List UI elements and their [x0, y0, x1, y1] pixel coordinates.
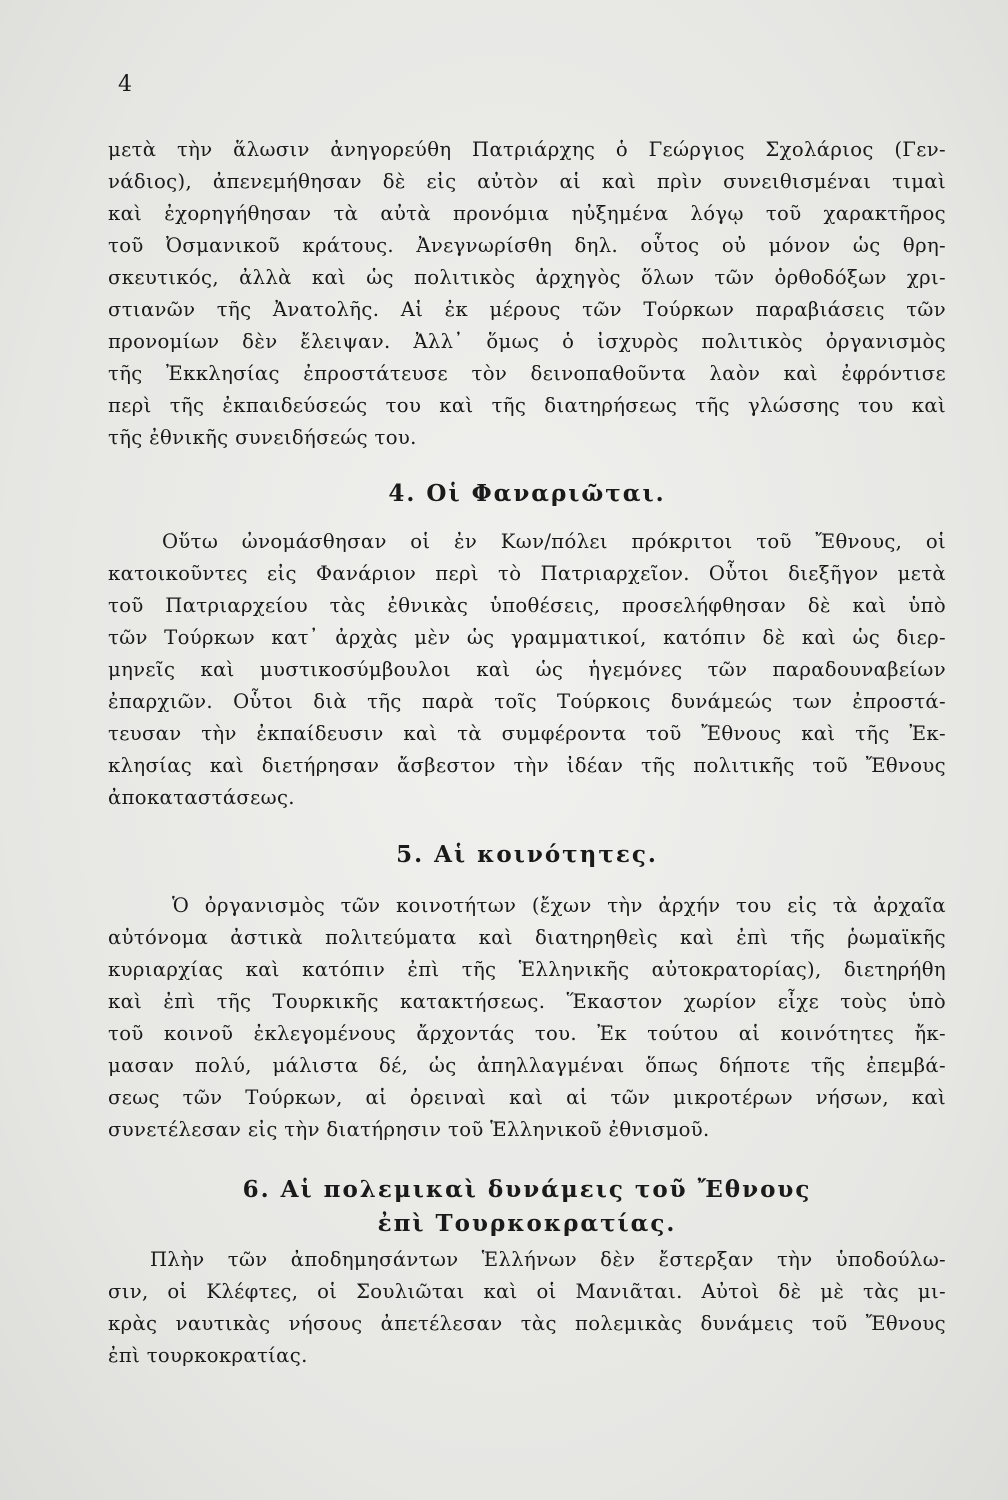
text-line: κυριαρχίας καὶ κατόπιν ἐπὶ τῆς Ἑλληνικῆς αὐτοκρατορίας), διετηρήθη — [108, 958, 946, 981]
text-line: σεως τῶν Τούρκων, αἱ ὀρειναὶ καὶ αἱ τῶν μικροτέρων νήσων, καὶ — [108, 1086, 946, 1109]
text-line: αὐτόνομα ἀστικὰ πολιτεύματα καὶ διατηρηθεὶς καὶ ἐπὶ τῆς ῥωμαϊκῆς — [108, 926, 946, 949]
text-line: τῆς ἐθνικῆς συνειδήσεώς του. — [108, 426, 417, 449]
page-number: 4 — [118, 72, 132, 97]
text-line: τοῦ κοινοῦ ἐκλεγομένους ἄρχοντάς του. Ἐκ τούτου αἱ κοινότητες ἤκ- — [108, 1022, 946, 1045]
text-line: καὶ ἐχορηγήθησαν τὰ αὐτὰ προνόμια ηὐξημένα λόγῳ τοῦ χαρακτῆρος — [108, 202, 946, 225]
text-line: μασαν πολύ, μάλιστα δέ, ὡς ἀπηλλαγμέναι ὅπως δήποτε τῆς ἐπεμβά- — [108, 1054, 946, 1077]
text-line: σκευτικός, ἀλλὰ καὶ ὡς πολιτικὸς ἀρχηγὸς ὅλων τῶν ὀρθοδόξων χρι- — [108, 266, 946, 289]
text-line: τευσαν τὴν ἐκπαίδευσιν καὶ τὰ συμφέροντα τοῦ Ἔθνους καὶ τῆς Ἐκ- — [108, 722, 946, 745]
text-line: στιανῶν τῆς Ἀνατολῆς. Αἱ ἐκ μέρους τῶν Τούρκων παραβιάσεις τῶν — [108, 298, 946, 321]
section-heading-4: 4. Οἱ Φαναριῶται. — [388, 480, 666, 507]
text-line: περὶ τῆς ἐκπαιδεύσεώς του καὶ τῆς διατηρήσεως τῆς γλώσσης του καὶ — [108, 394, 946, 417]
text-line: νάδιος), ἀπενεμήθησαν δὲ εἰς αὐτὸν αἱ καὶ πρὶν συνειθισμέναι τιμαὶ — [108, 170, 946, 193]
text-line: ἐπὶ τουρκοκρατίας. — [108, 1344, 308, 1367]
text-line: καὶ ἐπὶ τῆς Τουρκικῆς κατακτήσεως. Ἕκαστον χωρίον εἶχε τοὺς ὑπὸ — [108, 990, 946, 1013]
text-line: συνετέλεσαν εἰς τὴν διατήρησιν τοῦ Ἑλληνικοῦ ἐθνισμοῦ. — [108, 1118, 710, 1141]
text-line: μετὰ τὴν ἅλωσιν ἀνηγορεύθη Πατριάρχης ὁ Γεώργιος Σχολάριος (Γεν- — [108, 138, 946, 161]
text-line: ἐπαρχιῶν. Οὗτοι διὰ τῆς παρὰ τοῖς Τούρκοις δυνάμεώς των ἐπροστά- — [108, 690, 946, 713]
text-line: τοῦ Ὀσμανικοῦ κράτους. Ἀνεγνωρίσθη δηλ. οὗτος οὐ μόνον ὡς θρη- — [108, 234, 946, 257]
text-line: τοῦ Πατριαρχείου τὰς ἐθνικὰς ὑποθέσεις, προσελήφθησαν δὲ καὶ ὑπὸ — [108, 594, 946, 617]
text-line: τῶν Τούρκων κατ᾽ ἀρχὰς μὲν ὡς γραμματικοί, κατόπιν δὲ καὶ ὡς διερ- — [108, 626, 946, 649]
text-line: κλησίας καὶ διετήρησαν ἄσβεστον τὴν ἰδέαν τῆς πολιτικῆς τοῦ Ἔθνους — [108, 754, 946, 777]
text-line: τῆς Ἐκκλησίας ἐπροστάτευσε τὸν δεινοπαθοῦντα λαὸν καὶ ἐφρόντισε — [108, 362, 946, 385]
text-line: κρὰς ναυτικὰς νήσους ἀπετέλεσαν τὰς πολεμικὰς δυνάμεις τοῦ Ἔθνους — [108, 1312, 946, 1335]
section-heading-5: 5. Αἱ κοινότητες. — [396, 841, 658, 868]
text-line: Πλὴν τῶν ἀποδημησάντων Ἑλλήνων δὲν ἔστερξαν τὴν ὑποδούλω- — [150, 1248, 946, 1271]
text-line: προνομίων δὲν ἔλειψαν. Ἀλλ᾽ ὅμως ὁ ἰσχυρὸς πολιτικὸς ὀργανισμὸς — [108, 330, 946, 353]
text-line: Οὕτω ὠνομάσθησαν οἱ ἐν Κων/πόλει πρόκριτοι τοῦ Ἔθνους, οἱ — [162, 530, 946, 553]
section-heading-6-line-2: ἐπὶ Τουρκοκρατίας. — [377, 1210, 677, 1237]
text-line: ἀποκαταστάσεως. — [108, 786, 295, 809]
text-line: κατοικοῦντες εἰς Φανάριον περὶ τὸ Πατριαρχεῖον. Οὗτοι διεξῆγον μετὰ — [108, 562, 946, 585]
text-line: Ὁ ὀργανισμὸς τῶν κοινοτήτων (ἔχων τὴν ἀρχήν του εἰς τὰ ἀρχαῖα — [172, 894, 946, 917]
section-heading-6-line-1: 6. Αἱ πολεμικαὶ δυνάμεις τοῦ Ἔθνους — [242, 1176, 812, 1203]
text-line: μηνεῖς καὶ μυστικοσύμβουλοι καὶ ὡς ἡγεμόνες τῶν παραδουναβείων — [108, 658, 946, 681]
text-line: σιν, οἱ Κλέφτες, οἱ Σουλιῶται καὶ οἱ Μανιᾶται. Αὐτοὶ δὲ μὲ τὰς μι- — [108, 1280, 946, 1303]
